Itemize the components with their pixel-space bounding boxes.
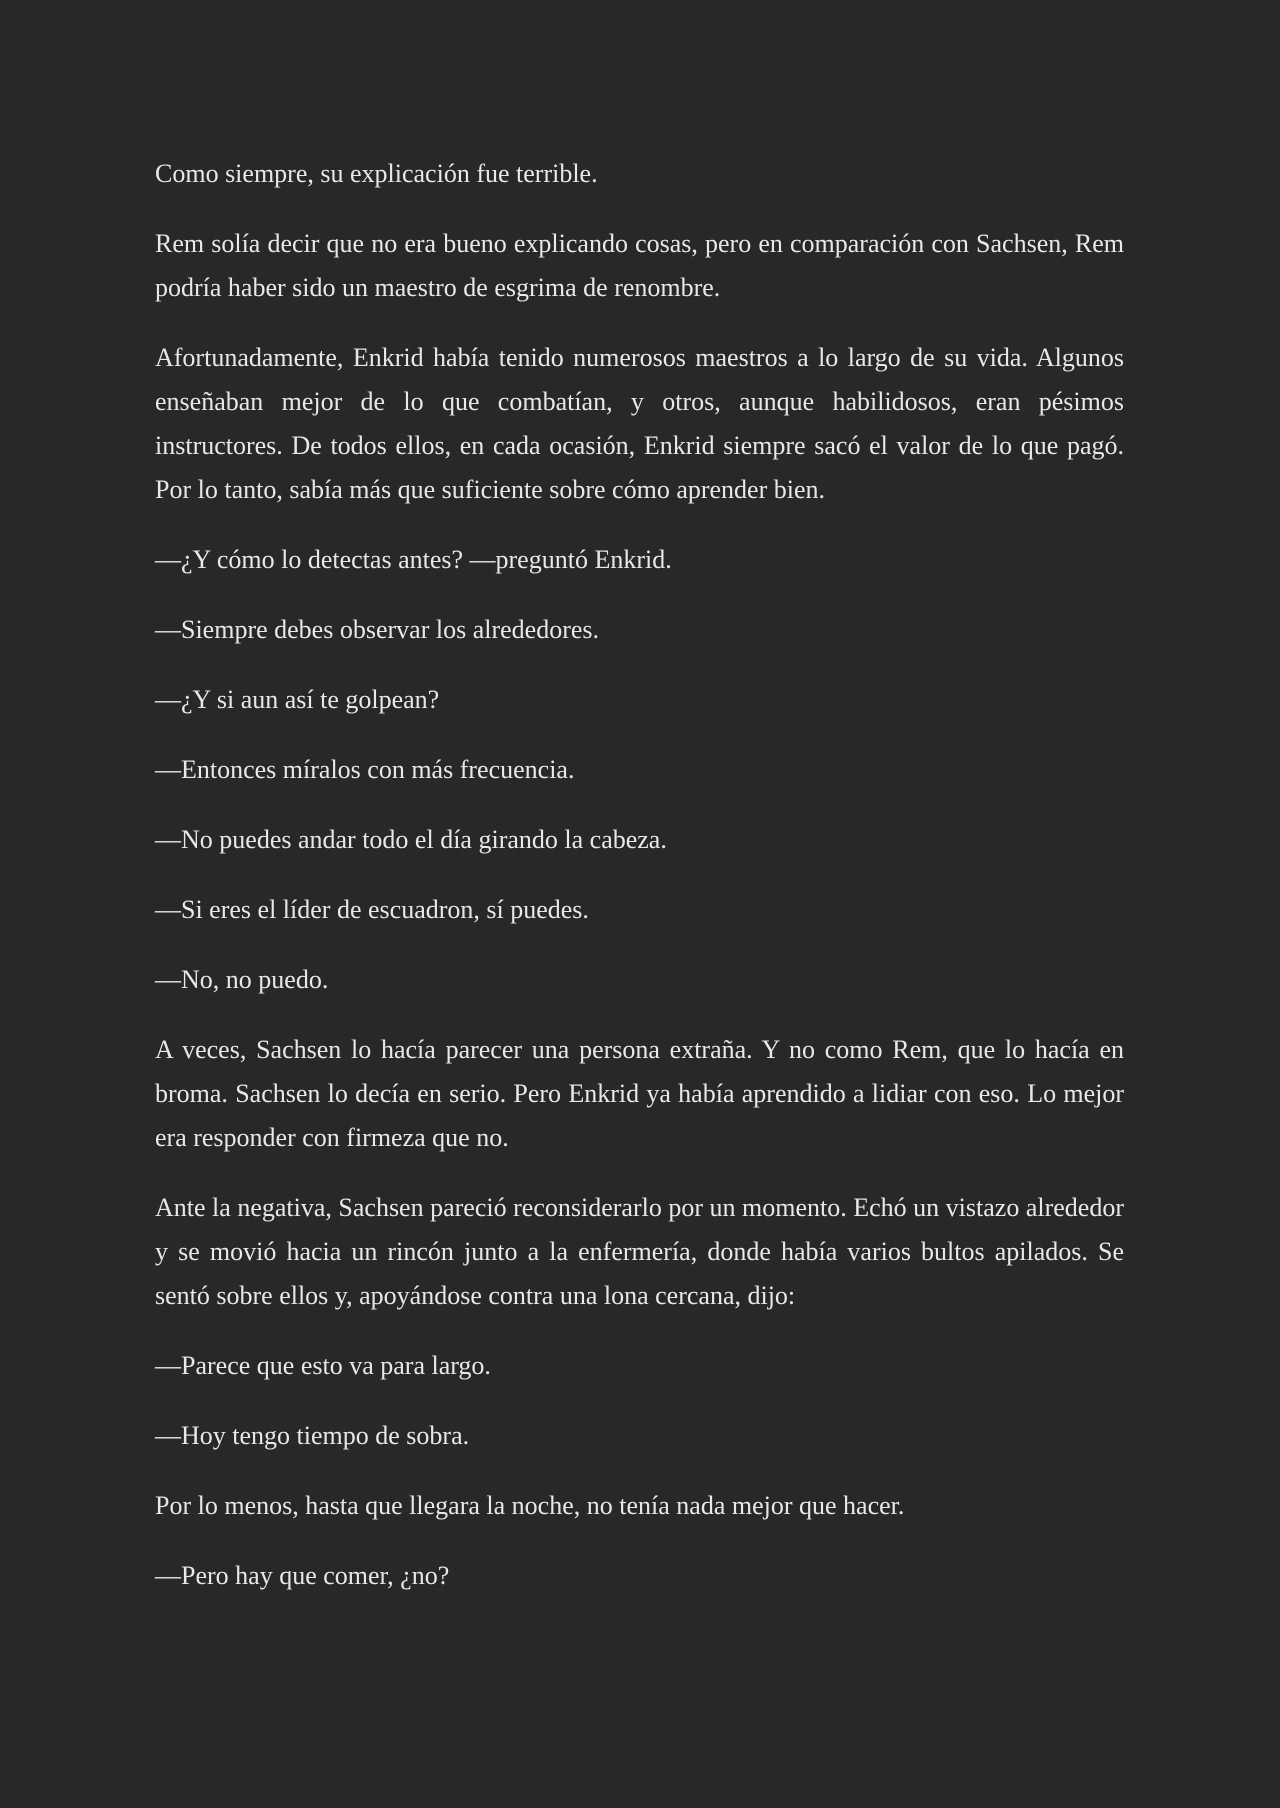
paragraph: Por lo menos, hasta que llegara la noche, no tenía nada mejor que hacer. (155, 1491, 905, 1520)
reader-page (155, 152, 1124, 1624)
paragraph: Afortunadamente, Enkrid había tenido numerosos maestros a lo largo de su vida. Algunos enseñaban mejor de lo que combatían, y otros, aunque habilidosos, eran pésimos instructores. De todos ellos, en cada ocasión, Enkrid siempre sacó el valor de lo que pagó. Por lo tanto, sabía más que suficiente sobre cómo aprender bien. (155, 343, 1124, 504)
dialogue-line: —Hoy tengo tiempo de sobra. (155, 1421, 470, 1450)
paragraph: Ante la negativa, Sachsen pareció reconsiderarlo por un momento. Echó un vistazo alrededor y se movió hacia un rincón junto a la enfermería, donde había varios bultos apilados. Se sentó sobre ellos y, apoyándose contra una lona cercana, dijo: (155, 1193, 1124, 1310)
dialogue-line: —¿Y si aun así te golpean? (155, 685, 440, 714)
dialogue-line: —Pero hay que comer, ¿no? (155, 1561, 450, 1590)
paragraph: Rem solía decir que no era bueno explicando cosas, pero en comparación con Sachsen, Rem podría haber sido un maestro de esgrima de renombre. (155, 229, 1124, 302)
paragraph: Como siempre, su explicación fue terrible. (155, 159, 598, 188)
dialogue-line: —Siempre debes observar los alrededores. (155, 615, 600, 644)
dialogue-line: —Si eres el líder de escuadron, sí puedes. (155, 895, 589, 924)
dialogue-line: —Parece que esto va para largo. (155, 1351, 491, 1380)
dialogue-line: —¿Y cómo lo detectas antes? —preguntó Enkrid. (155, 545, 672, 574)
paragraph: A veces, Sachsen lo hacía parecer una persona extraña. Y no como Rem, que lo hacía en broma. Sachsen lo decía en serio. Pero Enkrid ya había aprendido a lidiar con eso. Lo mejor era responder con firmeza que no. (155, 1035, 1124, 1152)
dialogue-line: —No, no puedo. (155, 965, 329, 994)
dialogue-line: —No puedes andar todo el día girando la cabeza. (155, 825, 667, 854)
dialogue-line: —Entonces míralos con más frecuencia. (155, 755, 575, 784)
